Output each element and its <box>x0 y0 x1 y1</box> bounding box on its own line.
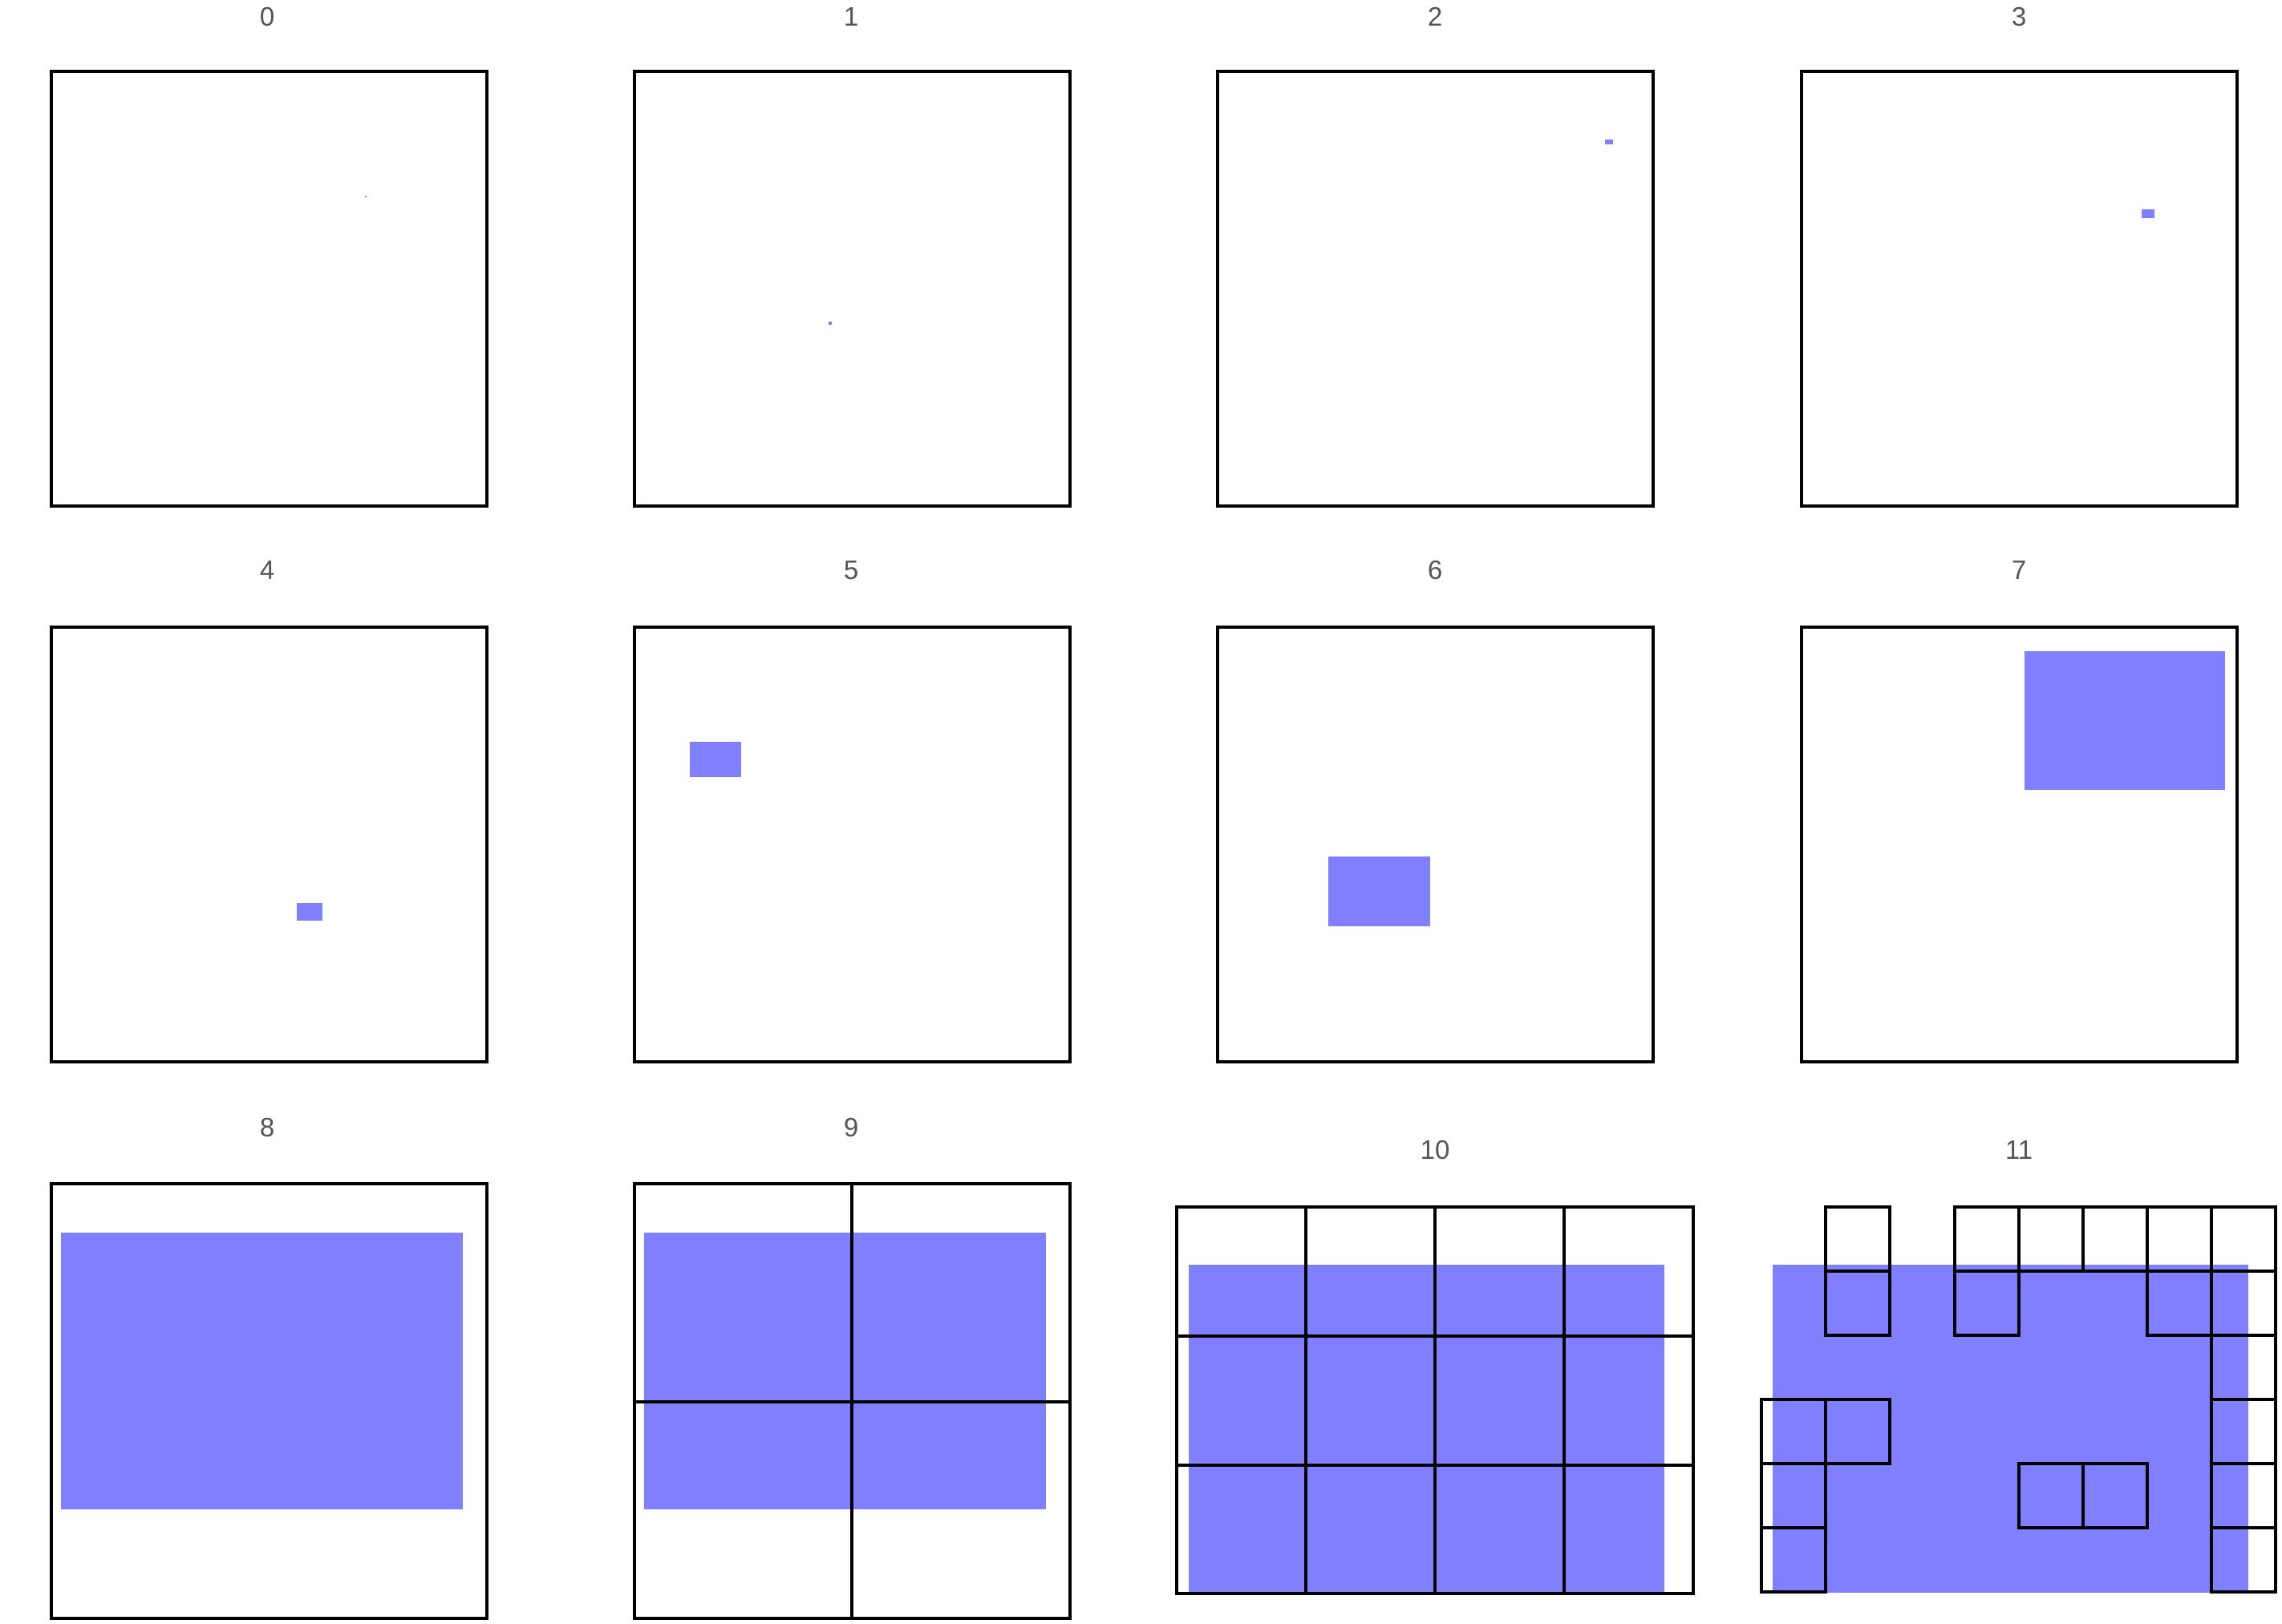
panel-5 <box>634 555 1070 1062</box>
panel-1 <box>634 2 1070 506</box>
rect-region <box>1189 1265 1664 1593</box>
grid-cell <box>1955 1207 2019 1271</box>
grid-cell <box>2147 1207 2211 1271</box>
panel-frame <box>634 71 1070 506</box>
panel-label: 9 <box>843 1112 859 1142</box>
panel-label: 7 <box>2011 555 2027 585</box>
panel-4 <box>51 555 487 1062</box>
panel-label: 5 <box>843 555 859 585</box>
grid-cell <box>2211 1207 2276 1271</box>
panel-8 <box>51 1112 487 1618</box>
panel-9 <box>634 1112 1070 1618</box>
rect-region <box>644 1233 1046 1509</box>
panel-6 <box>1218 555 1653 1062</box>
panel-label: 1 <box>843 2 859 31</box>
panel-label: 2 <box>1427 2 1443 31</box>
panel-frame <box>51 71 487 506</box>
panel-label: 8 <box>259 1112 275 1142</box>
panel-label: 6 <box>1427 555 1443 585</box>
rect-region <box>2142 209 2154 218</box>
panel-label: 3 <box>2011 2 2027 31</box>
panel-10 <box>1177 1135 1693 1594</box>
panel-label: 4 <box>259 555 275 585</box>
rect-region <box>1328 857 1430 926</box>
rect-region <box>1773 1265 2248 1593</box>
rect-region <box>297 903 322 921</box>
panel-11 <box>1761 1135 2276 1593</box>
rect-region <box>1605 140 1613 144</box>
panel-7 <box>1802 555 2237 1062</box>
panel-label: 11 <box>2004 1135 2033 1164</box>
panel-frame <box>51 627 487 1062</box>
panel-3 <box>1802 2 2237 506</box>
panel-2 <box>1218 2 1653 506</box>
panel-frame <box>634 627 1070 1062</box>
grid-cell <box>1826 1207 1890 1271</box>
panel-label: 0 <box>259 2 275 31</box>
rect-region <box>2025 651 2225 790</box>
rect-region <box>61 1233 463 1509</box>
panel-frame <box>1802 71 2237 506</box>
grid-cell <box>2019 1207 2083 1271</box>
rect-region <box>690 742 741 777</box>
panel-label: 10 <box>1420 1135 1450 1164</box>
panel-frame <box>1218 71 1653 506</box>
rect-region <box>365 196 367 197</box>
grid-cell <box>2083 1207 2147 1271</box>
panel-frame <box>1218 627 1653 1062</box>
panel-0 <box>51 2 487 506</box>
rect-region <box>829 322 832 325</box>
